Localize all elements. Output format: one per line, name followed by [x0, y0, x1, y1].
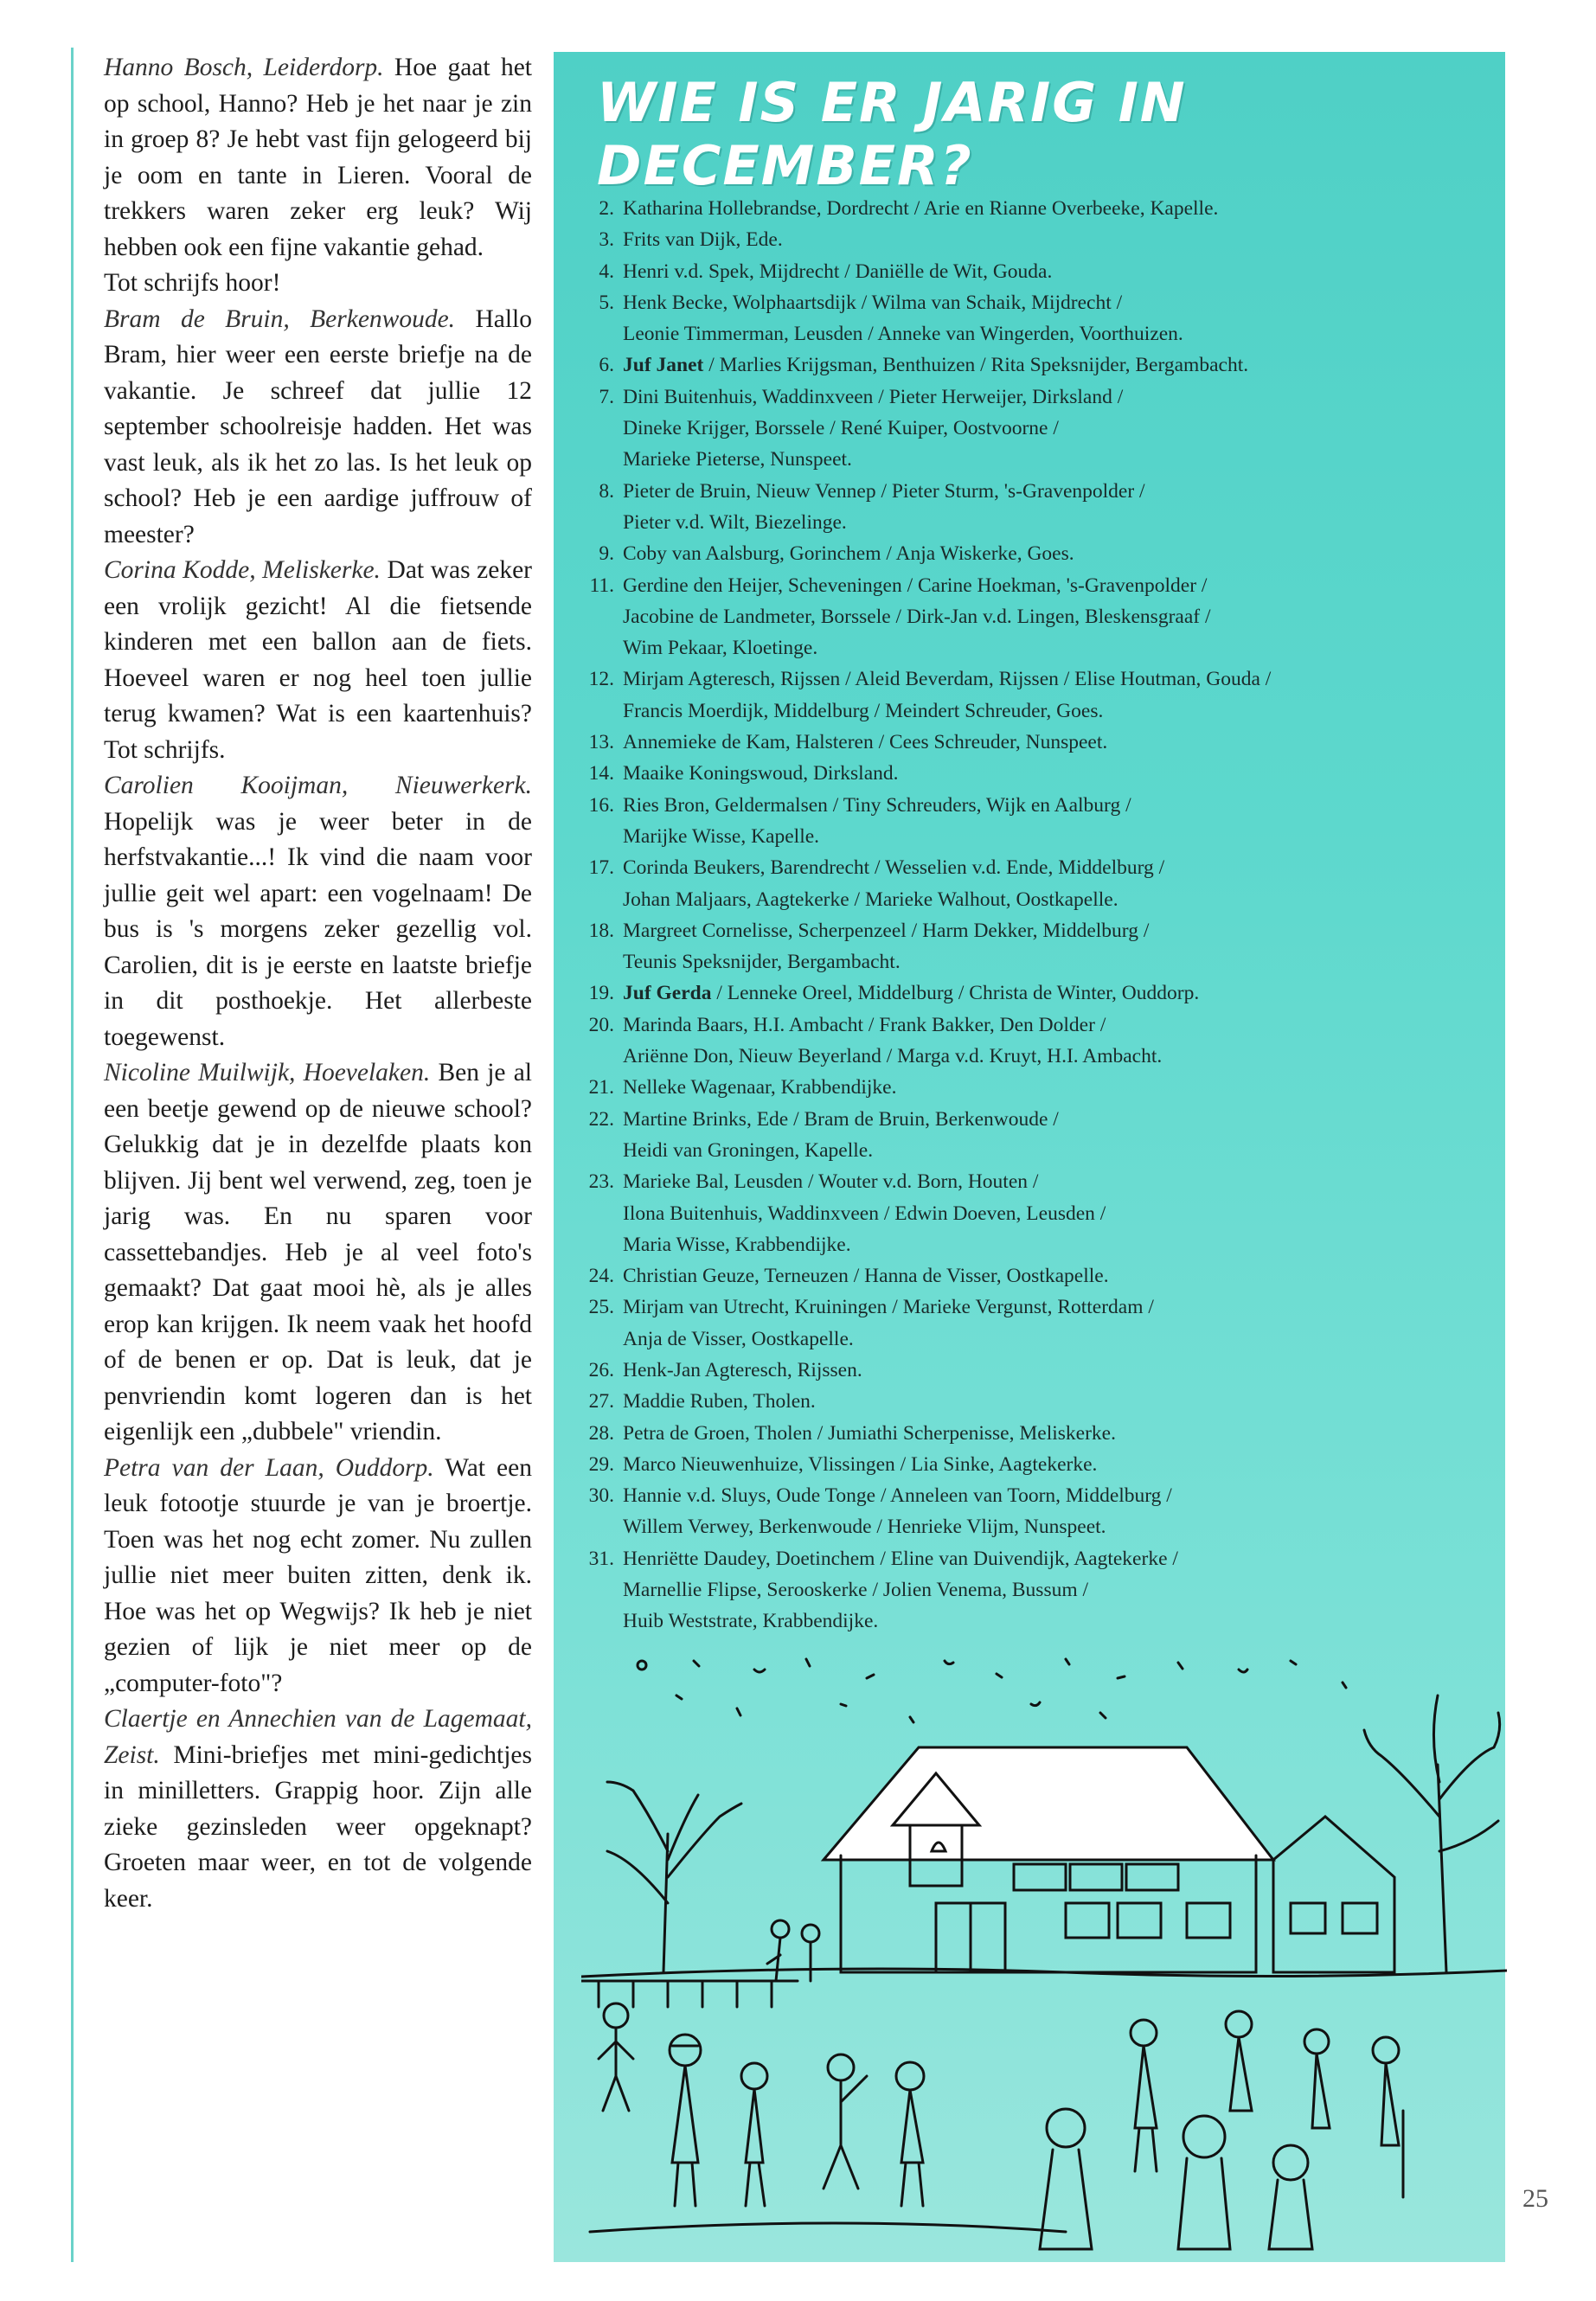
- birthday-names-line: [623, 287, 1495, 318]
- birthday-names-line: [623, 1480, 1495, 1511]
- names-text: Francis Moerdijk, Middelburg / Meindert Schreuder, Goes.: [623, 699, 1104, 722]
- birthday-day: 12.: [588, 668, 614, 691]
- birthday-entry: [578, 224, 1495, 255]
- names-text: Jacobine de Landmeter, Borssele / Dirk-Jan v.d. Lingen, Bleskensgraaf /: [623, 605, 1211, 628]
- birthday-day: 27.: [588, 1390, 614, 1413]
- names-text: Ries Bron, Geldermalsen / Tiny Schreuders, Wijk en Aalburg /: [623, 793, 1131, 817]
- birthday-names-line: [623, 1511, 1495, 1542]
- names-text: Dini Buitenhuis, Waddinxveen / Pieter Herweijer, Dirksland /: [623, 385, 1124, 408]
- birthday-entry: [578, 915, 1495, 978]
- letter-recipient: Claertje en Annechien van de Lagemaat, Zeist.: [104, 1705, 532, 1769]
- birthday-entry: [578, 1355, 1495, 1386]
- names-text: Pieter de Bruin, Nieuw Vennep / Pieter Sturm, 's-Gravenpolder /: [623, 479, 1145, 503]
- birthday-names-line: [623, 1386, 1495, 1417]
- names-text: Marnellie Flipse, Serooskerke / Jolien Venema, Bussum /: [623, 1579, 1089, 1602]
- birthday-names-line: [623, 1543, 1495, 1574]
- birthday-day: 29.: [588, 1452, 614, 1476]
- birthday-names-line: [623, 790, 1495, 821]
- letter-recipient: Petra van der Laan, Ouddorp.: [104, 1453, 434, 1482]
- birthday-names-line: [623, 476, 1495, 507]
- names-text: Pieter v.d. Wilt, Biezelinge.: [623, 510, 847, 534]
- birthday-entry: [578, 977, 1495, 1009]
- birthday-entry: [578, 256, 1495, 287]
- birthday-entry: [578, 852, 1495, 915]
- names-text: Ilona Buitenhuis, Waddinxveen / Edwin Doeven, Leusden /: [623, 1202, 1106, 1225]
- birthday-entry: [578, 1292, 1495, 1355]
- birthday-day: 7.: [599, 385, 614, 408]
- page-number: 25: [1522, 2184, 1548, 2213]
- birthday-names-line: [623, 224, 1495, 255]
- birthday-day: 19.: [588, 982, 614, 1005]
- birthday-entry: [578, 758, 1495, 789]
- letter-paragraph: [104, 302, 532, 554]
- birthday-names-line: [623, 1260, 1495, 1292]
- names-text: Martine Brinks, Ede / Bram de Bruin, Berkenwoude /: [623, 1107, 1059, 1131]
- tree-right: [1364, 1695, 1500, 1972]
- birthday-names-line: [623, 1418, 1495, 1449]
- birthday-names-line: [623, 632, 1495, 663]
- teacher-name: Juf Janet: [623, 354, 704, 377]
- names-text: Henri v.d. Spek, Mijdrecht / Daniëlle de Wit, Gouda.: [623, 260, 1053, 283]
- birthday-names-line: [623, 884, 1495, 915]
- names-text: Wim Pekaar, Kloetinge.: [623, 637, 818, 660]
- birthday-day: 21.: [588, 1076, 614, 1099]
- names-text: Coby van Aalsburg, Gorinchem / Anja Wiskerke, Goes.: [623, 542, 1074, 566]
- birthday-names-line: [623, 1292, 1495, 1323]
- letter-text: Dat was zeker een vrolijk gezicht! Al die fietsende kinderen met een ballon aan de fiets. Hoeveel waren er nog heel toen jullie terug kwamen? Wat is een kaartenhuis? Tot schrijfs.: [104, 556, 532, 764]
- letters-column: [104, 50, 532, 1917]
- birthday-names-line: [623, 318, 1495, 349]
- birthday-entry: [578, 570, 1495, 664]
- birthday-entry: [578, 1072, 1495, 1103]
- names-text: Nelleke Wagenaar, Krabbendijke.: [623, 1076, 897, 1099]
- birthday-day: 24.: [588, 1265, 614, 1288]
- birthday-day: 5.: [599, 291, 614, 314]
- birthday-names-line: [623, 852, 1495, 883]
- birthday-names-line: [623, 1166, 1495, 1197]
- birthday-names-line: [623, 977, 1495, 1009]
- birthday-entry: [578, 727, 1495, 758]
- birthday-entry: [578, 349, 1495, 381]
- names-text: Petra de Groen, Tholen / Jumiathi Scherpenisse, Meliskerke.: [623, 1421, 1116, 1445]
- birthday-day: 28.: [588, 1421, 614, 1445]
- birthday-names-line: [623, 1449, 1495, 1480]
- birthday-names-line: [623, 1041, 1495, 1072]
- names-text: Teunis Speksnijder, Bergambacht.: [623, 951, 901, 974]
- names-text: Anja de Visser, Oostkapelle.: [623, 1327, 854, 1350]
- tree-left: [607, 1782, 741, 1972]
- names-text: Marieke Pieterse, Nunspeet.: [623, 448, 852, 471]
- birthday-day: 17.: [588, 856, 614, 880]
- names-text: Leonie Timmerman, Leusden / Anneke van Wingerden, Voorthuizen.: [623, 323, 1183, 346]
- letter-text: Ben je al een beetje gewend op de nieuwe school? Gelukkig dat je in dezelfde plaats kon blijven. Jij bent wel verwend, zeg, toen je jarig was. En nu sparen voor cassettebandjes. Heb je al veel foto's gemaakt? Dat gaat mooi hè, als je alles erop kan krijgen. Ik neem vaak het hoofd of de benen er op. Dat is leuk, dat je penvriendin komt logeren dan is het eigenlijk een „dubbele" vriendin.: [104, 1059, 532, 1445]
- letter-recipient: Carolien Kooijman, Nieuwerkerk.: [104, 772, 532, 799]
- names-text: / Marlies Krijgsman, Benthuizen / Rita Speksnijder, Bergambacht.: [703, 354, 1249, 377]
- birthday-names-line: [623, 381, 1495, 413]
- birthday-day: 9.: [599, 542, 614, 566]
- birthday-entry: [578, 1009, 1495, 1073]
- letter-text: Hoe gaat het op school, Hanno? Heb je het naar je zin in groep 8? Je hebt vast fijn gelogeerd bij je oom en tante in Lieren. Vooral de trekkers waren zeker erg leuk? Wij hebben ook een fijne vakantie gehad.: [104, 54, 532, 261]
- names-text: Maria Wisse, Krabbendijke.: [623, 1233, 851, 1256]
- school-building: [824, 1747, 1394, 1972]
- birthday-entry: [578, 663, 1495, 727]
- birthday-names-line: [623, 1072, 1495, 1103]
- birthday-names-line: [623, 1135, 1495, 1166]
- birthday-names-line: [623, 727, 1495, 758]
- letter-text: Hopelijk was je weer beter in de herfstvakantie...! Ik vind die naam voor jullie geit wel apart: een vogelnaam! De bus is 's morgens zeker gezellig vol. Carolien, dit is je eerste en laatste briefje in dit posthoekje. Het allerbeste toegewenst.: [104, 807, 532, 1051]
- birthday-names-line: [623, 1606, 1495, 1637]
- names-text: Dineke Krijger, Borssele / René Kuiper, Oostvoorne /: [623, 417, 1059, 440]
- names-text: Maddie Ruben, Tholen.: [623, 1390, 816, 1413]
- names-text: Ariënne Don, Nieuw Beyerland / Marga v.d. Kruyt, H.I. Ambacht.: [623, 1045, 1163, 1068]
- letter-paragraph: [104, 1702, 532, 1917]
- names-text: Henk-Jan Agteresch, Rijssen.: [623, 1358, 862, 1381]
- names-text: Marco Nieuwenhuize, Vlissingen / Lia Sinke, Aagtekerke.: [623, 1452, 1098, 1476]
- letter-text: Wat een leuk fotootje stuurde je van je broertje. Toen was het nog echt zomer. Nu zullen jullie niet meer buiten zitten, denk ik. Hoe was het op Wegwijs? Ik heb je niet gezien of lijk je niet meer op de „computer-foto"?: [104, 1453, 532, 1697]
- birthday-names-line: [623, 695, 1495, 727]
- names-text: Mirjam Agteresch, Rijssen / Aleid Beverdam, Rijssen / Elise Houtman, Gouda /: [623, 668, 1272, 691]
- winter-school-illustration: [581, 1644, 1507, 2258]
- birthday-day: 18.: [588, 919, 614, 942]
- birthday-entry: [578, 1260, 1495, 1292]
- names-text: Marieke Bal, Leusden / Wouter v.d. Born, Houten /: [623, 1170, 1039, 1194]
- page-title: WIE IS ER JARIG IN DECEMBER?: [597, 71, 1187, 197]
- letter-paragraph: [104, 1451, 532, 1702]
- letter-paragraph: [104, 768, 532, 1055]
- birthday-entry: [578, 1166, 1495, 1260]
- birthday-entry: [578, 1480, 1495, 1543]
- names-text: Marijke Wisse, Kapelle.: [623, 824, 820, 848]
- names-text: Christian Geuze, Terneuzen / Hanna de Visser, Oostkapelle.: [623, 1265, 1109, 1288]
- letter-recipient: Hanno Bosch, Leiderdorp.: [104, 54, 384, 81]
- birthday-day: 6.: [599, 354, 614, 377]
- birthday-day: 22.: [588, 1107, 614, 1131]
- names-text: Heidi van Groningen, Kapelle.: [623, 1138, 874, 1162]
- names-text: Hannie v.d. Sluys, Oude Tonge / Anneleen van Toorn, Middelburg /: [623, 1484, 1172, 1508]
- names-text: Mirjam van Utrecht, Kruiningen / Marieke Vergunst, Rotterdam /: [623, 1296, 1154, 1319]
- birthday-names-line: [623, 413, 1495, 444]
- birthday-day: 16.: [588, 793, 614, 817]
- birthday-day: 2.: [599, 197, 614, 220]
- birthday-day: 25.: [588, 1296, 614, 1319]
- names-text: Corinda Beukers, Barendrecht / Wesselien v.d. Ende, Middelburg /: [623, 856, 1165, 880]
- birthday-day: 26.: [588, 1358, 614, 1381]
- names-text: Maaike Koningswoud, Dirksland.: [623, 762, 899, 785]
- birthday-entry: [578, 1104, 1495, 1167]
- birthday-names-line: [623, 601, 1495, 632]
- names-text: Frits van Dijk, Ede.: [623, 228, 783, 252]
- birthday-day: 30.: [588, 1484, 614, 1508]
- letter-paragraph: [104, 50, 532, 266]
- names-text: Henriëtte Daudey, Doetinchem / Eline van Duivendijk, Aagtekerke /: [623, 1547, 1178, 1570]
- birthday-day: 13.: [588, 731, 614, 754]
- names-text: Annemieke de Kam, Halsteren / Cees Schreuder, Nunspeet.: [623, 731, 1108, 754]
- birthday-day: 3.: [599, 228, 614, 252]
- birthday-names-line: [623, 1009, 1495, 1041]
- margin-rule: [71, 48, 74, 2262]
- birthday-names-line: [623, 821, 1495, 852]
- birthday-list: [578, 193, 1495, 1638]
- birthday-names-line: [623, 915, 1495, 946]
- teacher-name: Juf Gerda: [623, 982, 712, 1005]
- names-text: Margreet Cornelisse, Scherpenzeel / Harm Dekker, Middelburg /: [623, 919, 1150, 942]
- names-text: Willem Verwey, Berkenwoude / Henrieke Vlijm, Nunspeet.: [623, 1516, 1106, 1539]
- birthday-day: 31.: [588, 1547, 614, 1570]
- birthday-names-line: [623, 1324, 1495, 1355]
- birthday-names-line: [623, 349, 1495, 381]
- birthday-entry: [578, 476, 1495, 539]
- letter-text: Mini-briefjes met mini-gedichtjes in minilletters. Grappig hoor. Zijn alle zieke gezinsleden weer opgeknapt? Groeten maar weer, en tot de volgende keer.: [104, 1740, 533, 1913]
- birthday-names-line: [623, 1355, 1495, 1386]
- birthday-names-line: [623, 570, 1495, 601]
- names-text: Katharina Hollebrandse, Dordrecht / Arie en Rianne Overbeeke, Kapelle.: [623, 197, 1219, 220]
- birthday-names-line: [623, 758, 1495, 789]
- birthday-entry: [578, 193, 1495, 224]
- names-text: Henk Becke, Wolphaartsdijk / Wilma van Schaik, Mijdrecht /: [623, 291, 1123, 314]
- birthday-names-line: [623, 1104, 1495, 1135]
- names-text: Marinda Baars, H.I. Ambacht / Frank Bakker, Den Dolder /: [623, 1013, 1106, 1036]
- birthday-entry: [578, 1386, 1495, 1417]
- letter-paragraph: [104, 553, 532, 768]
- snowflakes: [638, 1659, 1346, 1722]
- letter-paragraph: [104, 1055, 532, 1451]
- birthday-names-line: [623, 663, 1495, 695]
- birthday-day: 11.: [589, 574, 614, 597]
- birthday-names-line: [623, 1574, 1495, 1606]
- birthday-names-line: [623, 538, 1495, 569]
- birthday-names-line: [623, 946, 1495, 977]
- birthday-entry: [578, 287, 1495, 350]
- birthday-day: 4.: [599, 260, 614, 283]
- birthday-names-line: [623, 444, 1495, 475]
- birthday-entry: [578, 1418, 1495, 1449]
- birthday-names-line: [623, 256, 1495, 287]
- letter-closing: Tot schrijfs hoor!: [104, 269, 281, 297]
- birthday-day: 20.: [588, 1013, 614, 1036]
- letter-text: Hallo Bram, hier weer een eerste briefje na de vakantie. Je schreef dat jullie 12 september schoolreisje hadden. Het was vast leuk, als ik het zo las. Is het leuk op school? Heb je een aardige juffrouw of meester?: [104, 304, 532, 548]
- birthday-entry: [578, 538, 1495, 569]
- letter-recipient: Bram de Bruin, Berkenwoude.: [104, 304, 456, 333]
- birthday-names-line: [623, 1229, 1495, 1260]
- names-text: Gerdine den Heijer, Scheveningen / Carine Hoekman, 's-Gravenpolder /: [623, 574, 1208, 597]
- birthday-day: 14.: [588, 762, 614, 785]
- birthday-names-line: [623, 507, 1495, 538]
- birthday-entry: [578, 1543, 1495, 1638]
- names-text: Johan Maljaars, Aagtekerke / Marieke Walhout, Oostkapelle.: [623, 888, 1118, 911]
- birthday-names-line: [623, 1198, 1495, 1229]
- birthday-day: 23.: [588, 1170, 614, 1194]
- letter-recipient: Nicoline Muilwijk, Hoevelaken.: [104, 1059, 431, 1086]
- birthday-entry: [578, 790, 1495, 853]
- birthday-entry: [578, 1449, 1495, 1480]
- names-text: / Lenneke Oreel, Middelburg / Christa de Winter, Ouddorp.: [711, 982, 1200, 1005]
- names-text: Huib Weststrate, Krabbendijke.: [623, 1610, 879, 1633]
- letter-recipient: Corina Kodde, Meliskerke.: [104, 556, 381, 584]
- birthday-entry: [578, 381, 1495, 476]
- birthday-day: 8.: [599, 479, 614, 503]
- birthday-names-line: [623, 193, 1495, 224]
